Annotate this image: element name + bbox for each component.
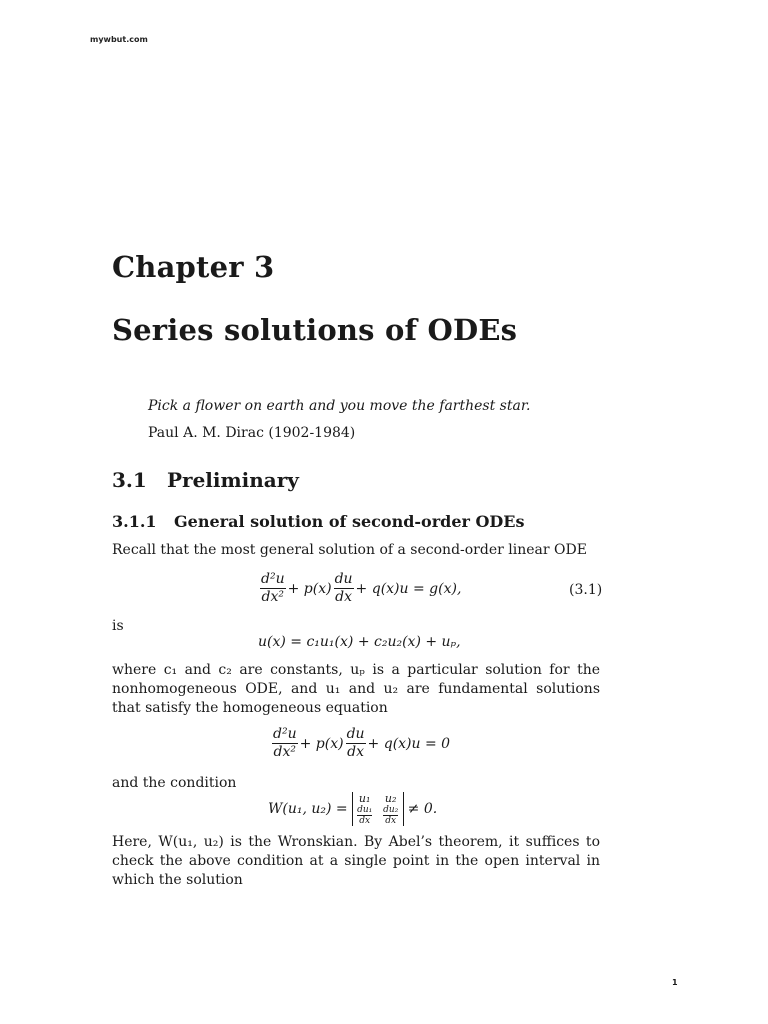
equation-homogeneous — [270, 726, 450, 761]
fraction-denominator: dx — [347, 744, 364, 760]
fraction-denominator: dx² — [273, 744, 297, 760]
equation-term: W(u₁, u₂) = — [268, 801, 348, 817]
subsection-title: General solution of second-order ODEs — [174, 512, 525, 531]
paragraph-4: and the condition — [112, 775, 237, 791]
fraction — [334, 571, 354, 606]
determinant-row — [357, 792, 399, 805]
fraction-numerator: d²u — [273, 726, 297, 742]
page-number: 1 — [672, 978, 678, 987]
subsection-heading — [112, 512, 525, 531]
paragraph-5: Here, W(u₁, u₂) is the Wronskian. By Abel’s theorem, it suffices to check the above condition at a single point in the open interval in which the solution — [112, 834, 600, 888]
determinant-fraction — [357, 805, 373, 826]
equation-term: + q(x)u = 0 — [367, 735, 451, 752]
fraction-numerator: du — [334, 571, 353, 587]
determinant-fraction — [383, 805, 399, 826]
equation-number: (3.1) — [569, 582, 603, 598]
chapter-label: Chapter 3 — [112, 250, 275, 284]
epigraph-quote: Pick a flower on earth and you move the farthest star. — [148, 398, 531, 414]
determinant-cell: u₁ — [358, 792, 371, 805]
fraction-denominator: dx² — [261, 589, 285, 605]
section-title: Preliminary — [167, 468, 299, 492]
fraction-denominator: dx — [335, 589, 352, 605]
subsection-number: 3.1.1 — [112, 512, 157, 531]
determinant-cell: u₂ — [384, 792, 397, 805]
fraction-denominator: dx — [385, 816, 397, 826]
section-number: 3.1 — [112, 468, 147, 492]
paragraph-2: is — [112, 618, 124, 634]
epigraph-attribution: Paul A. M. Dirac (1902-1984) — [148, 425, 356, 441]
equation-general-solution: u(x) = c₁u₁(x) + c₂u₂(x) + uₚ, — [258, 634, 461, 650]
fraction-denominator: dx — [359, 816, 371, 826]
equation-wronskian — [268, 792, 437, 826]
equation-term: ≠ 0. — [407, 801, 438, 817]
fraction — [272, 726, 298, 761]
equation-term: + p(x) — [299, 735, 344, 752]
chapter-title: Series solutions of ODEs — [112, 313, 518, 347]
site-header: mywbut.com — [90, 35, 148, 44]
fraction — [260, 571, 286, 606]
determinant — [352, 792, 404, 826]
paragraph-3: where c₁ and c₂ are constants, uₚ is a particular solution for the nonhomogeneous ODE, and u₁ and u₂ are fundamental solutions that satisfy the homogeneous equation — [112, 662, 600, 716]
fraction-numerator: du₂ — [383, 805, 399, 815]
equation-term: + p(x) — [287, 580, 332, 597]
determinant-row — [357, 805, 399, 826]
fraction-numerator: du — [346, 726, 365, 742]
fraction-numerator: du₁ — [357, 805, 373, 815]
paragraph-1: Recall that the most general solution of a second-order linear ODE — [112, 542, 587, 558]
equation-term: + q(x)u = g(x), — [355, 580, 462, 597]
fraction-numerator: d²u — [261, 571, 285, 587]
equation-3-1 — [258, 571, 461, 606]
section-heading — [112, 468, 299, 492]
fraction — [346, 726, 366, 761]
